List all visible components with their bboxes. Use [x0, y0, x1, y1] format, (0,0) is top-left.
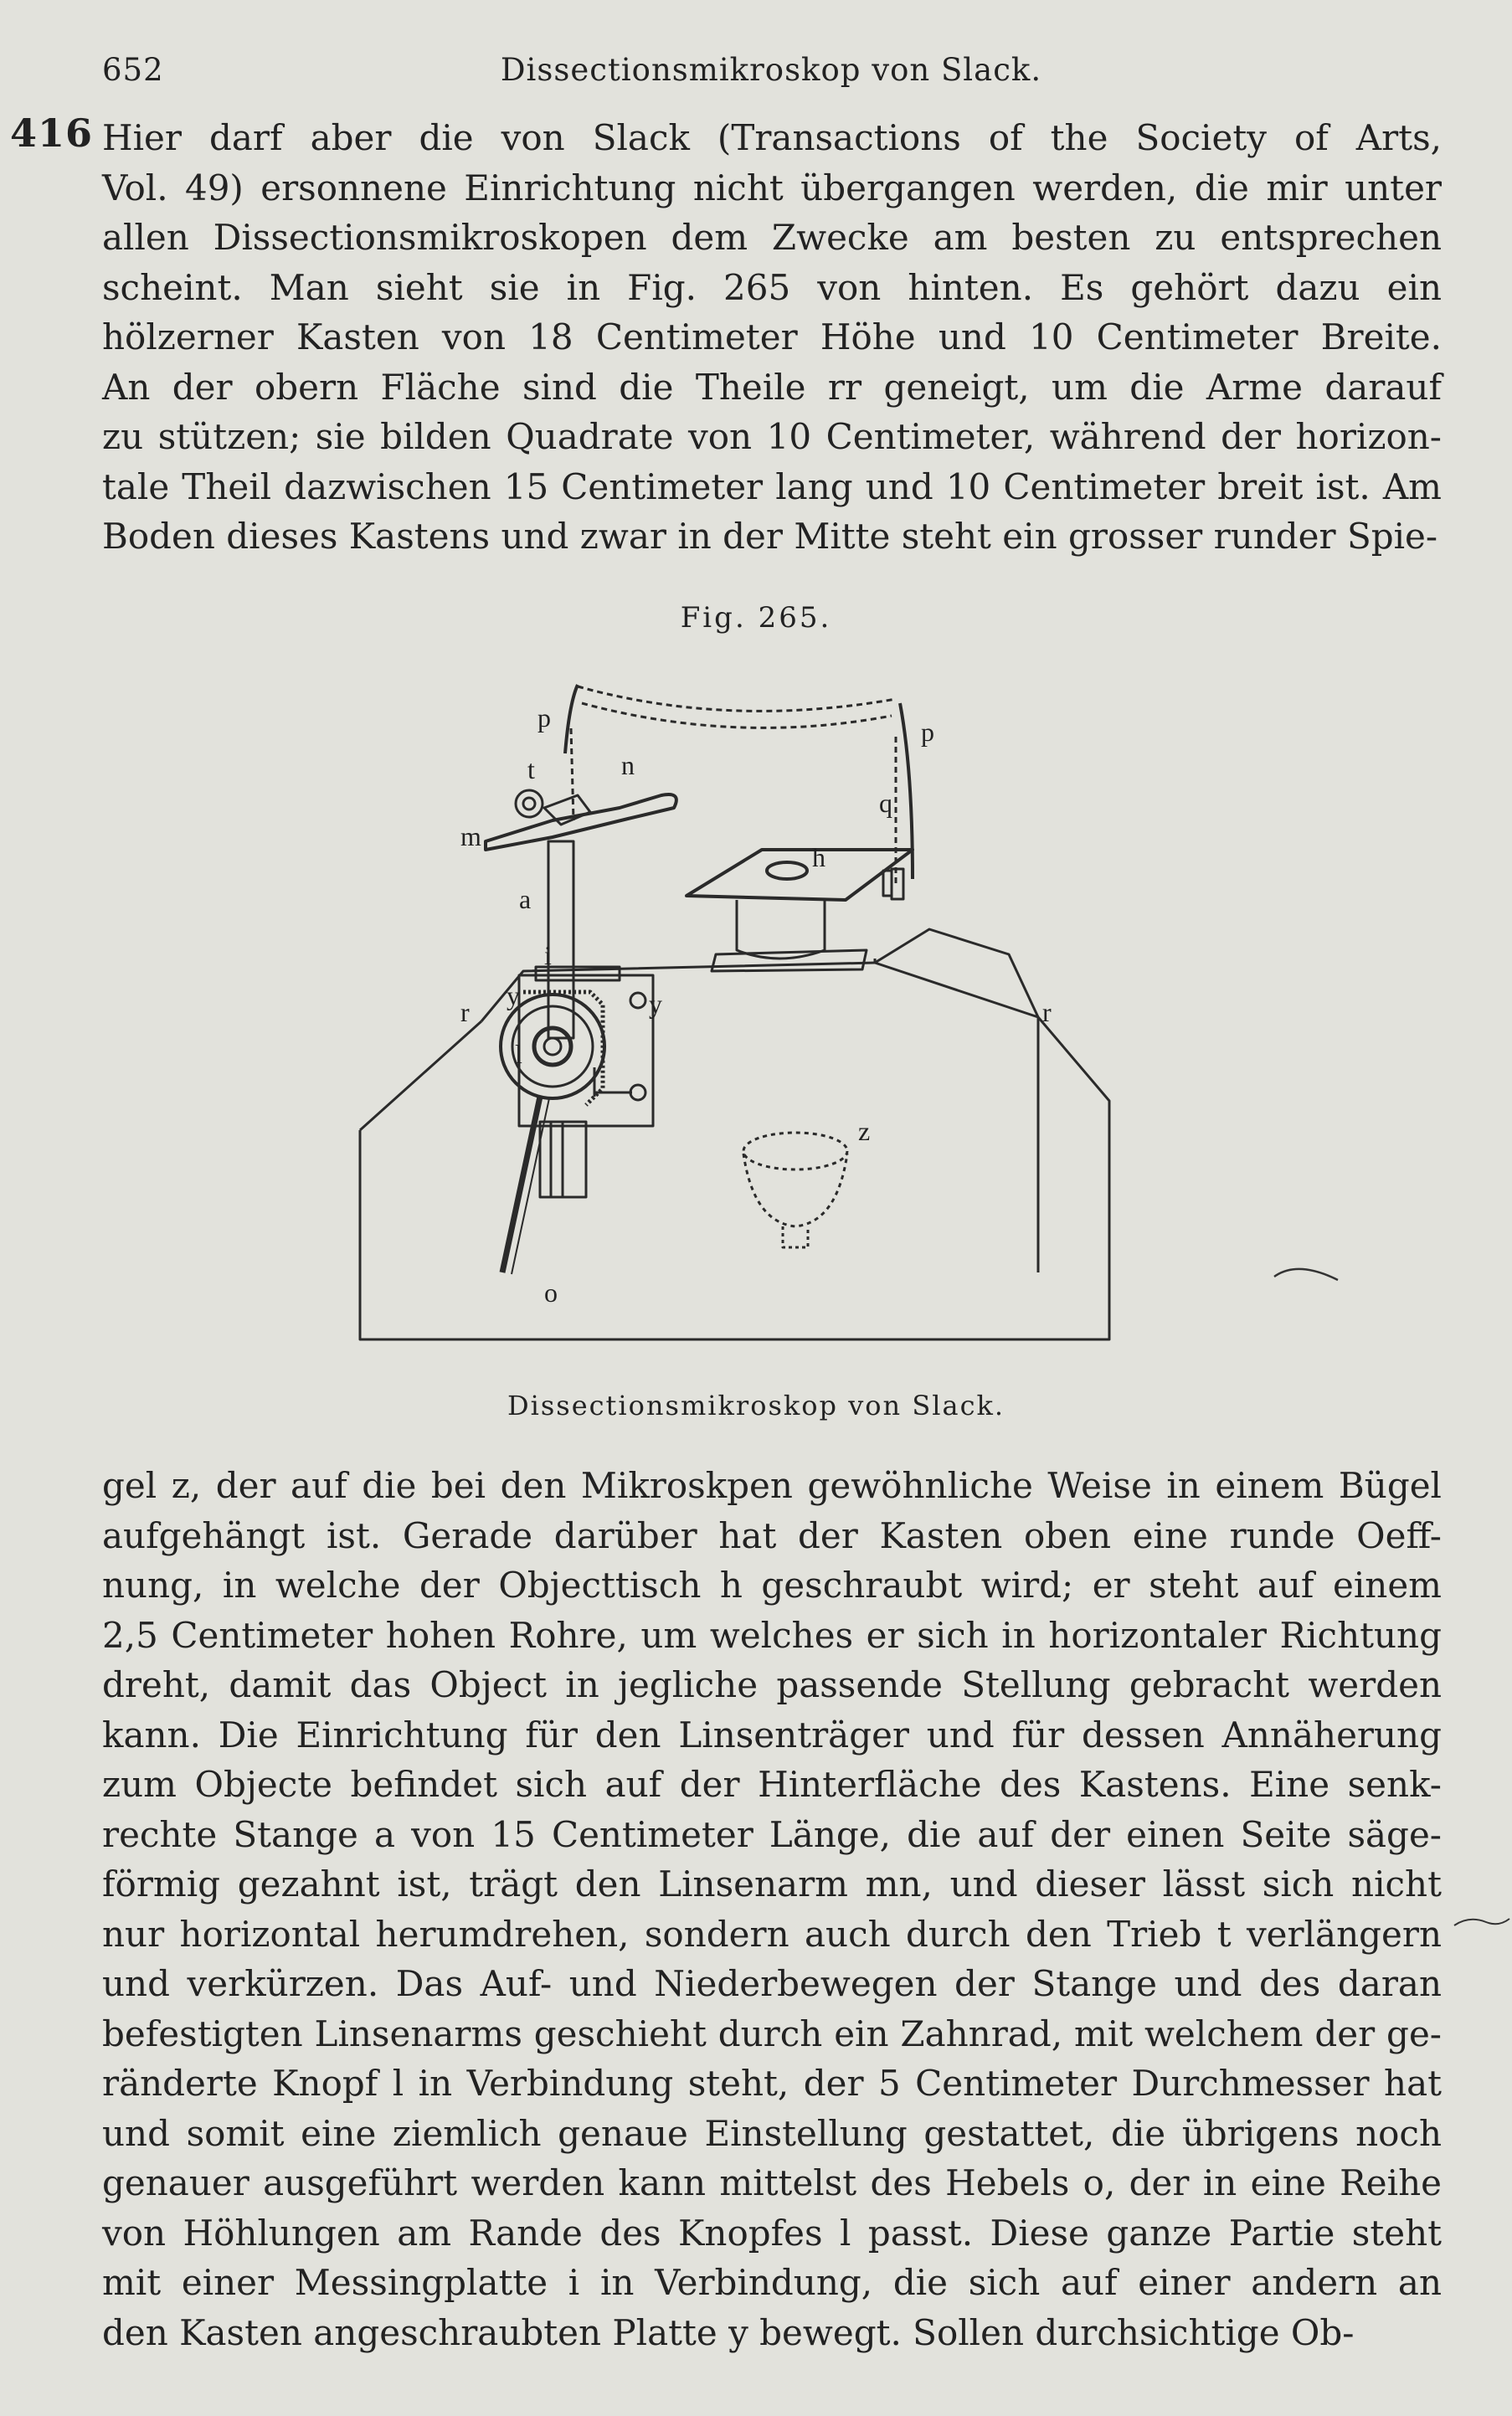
object-stage [687, 850, 913, 900]
label-p-right: p [921, 717, 934, 747]
running-title: Dissectionsmikroskop von Slack. [500, 52, 1042, 88]
label-y-left: y [507, 980, 520, 1010]
label-r-right: r [1042, 997, 1052, 1027]
text-line: aufgehängt ist. Gerade darüber hat der Kasten oben eine runde Oeff- [102, 1514, 1442, 1556]
lens-arm [486, 794, 676, 850]
label-a: a [519, 884, 532, 914]
text-line: befestigten Linsenarms geschieht durch ein Zahnrad, mit welchem der ge- [102, 2012, 1442, 2054]
label-i: i [544, 940, 552, 970]
text-line: nung, in welche der Objecttisch h geschraubt wird; er steht auf einem [102, 1565, 1442, 1606]
mirror-bowl [743, 1133, 847, 1169]
label-t: t [527, 754, 535, 784]
text-line: genauer ausgeführt werden kann mittelst des Hebels o, der in eine Reihe [102, 2162, 1442, 2203]
text-line: den Kasten angeschraubten Platte y bewegt. Sollen durchsichtige Ob- [102, 2311, 1355, 2353]
section-number: 416 [10, 111, 94, 156]
paragraph-2 [102, 1461, 1442, 2357]
text-line: zum Objecte befindet sich auf der Hinterfläche des Kastens. Eine senk- [102, 1764, 1442, 1805]
label-l: l [515, 1039, 522, 1069]
label-p-left: p [537, 702, 551, 733]
label-h: h [812, 842, 825, 872]
text-line: dreht, damit das Object in jegliche passende Stellung gebracht werden [102, 1664, 1442, 1705]
label-n: n [621, 750, 635, 780]
text-line: rechte Stange a von 15 Centimeter Länge, die auf der einen Seite säge- [102, 1813, 1442, 1855]
text-line: zu stützen; sie bilden Quadrate von 10 Centimeter, während der horizon- [102, 416, 1442, 457]
margin-mark [1273, 1260, 1340, 1285]
figure-caption: Dissectionsmikroskop von Slack. [507, 1390, 1005, 1421]
box-outline [360, 929, 1109, 1339]
text-line: mit einer Messingplatte i in Verbindung, die sich auf einer andern an [102, 2262, 1442, 2303]
text-line: tale Theil dazwischen 15 Centimeter lang und 10 Centimeter breit ist. Am [102, 465, 1442, 507]
label-r-left: r [460, 997, 470, 1027]
text-line: nur horizontal herumdrehen, sondern auch durch den Trieb t verlängern [102, 1913, 1442, 1955]
text-line: und somit eine ziemlich genaue Einstellung gestattet, die übrigens noch [102, 2112, 1442, 2154]
label-z: z [858, 1116, 871, 1146]
text-line: kann. Die Einrichtung für den Linsenträger und für dessen Annäherung [102, 1714, 1442, 1755]
figure-illustration [343, 670, 1206, 1390]
text-line: Hier darf aber die von Slack (Transactions of the Society of Arts, [102, 117, 1442, 158]
text-line: ränderte Knopf l in Verbindung steht, der 5 Centimeter Durchmesser hat [102, 2063, 1442, 2104]
margin-mark [1453, 1910, 1511, 1934]
text-line: scheint. Man sieht sie in Fig. 265 von hinten. Es gehört dazu ein [102, 266, 1442, 308]
text-line: hölzerner Kasten von 18 Centimeter Höhe und 10 Centimeter Breite. [102, 316, 1442, 357]
lever-o [502, 1097, 540, 1272]
label-y-right: y [649, 989, 662, 1019]
rod-a [548, 841, 573, 1038]
label-q: q [879, 788, 892, 818]
text-line: 2,5 Centimeter hohen Rohre, um welches er sich in horizontaler Richtung [102, 1614, 1442, 1656]
running-header [102, 52, 1440, 94]
paragraph-1 [102, 113, 1442, 562]
page-number: 652 [102, 52, 164, 88]
text-line: Boden dieses Kastens und zwar in der Mitte steht ein grosser runder Spie- [102, 516, 1438, 557]
figure-label: Fig. 265. [680, 601, 832, 635]
text-line: und verkürzen. Das Auf- und Niederbewegen der Stange und des daran [102, 1963, 1442, 2004]
label-m: m [460, 821, 481, 851]
text-line: Vol. 49) ersonnene Einrichtung nicht übergangen werden, die mir unter [102, 167, 1442, 208]
text-line: An der obern Fläche sind die Theile rr geneigt, um die Arme darauf [102, 366, 1442, 408]
text-line: förmig gezahnt ist, trägt den Linsenarm mn, und dieser lässt sich nicht [102, 1863, 1442, 1905]
text-line: gel z, der auf die bei den Mikroskpen gewöhnliche Weise in einem Bügel [102, 1465, 1442, 1506]
text-line: von Höhlungen am Rande des Knopfes l passt. Diese ganze Partie steht [102, 2212, 1442, 2254]
text-line: allen Dissectionsmikroskopen dem Zwecke am besten zu entsprechen [102, 217, 1442, 258]
label-o: o [544, 1277, 558, 1308]
